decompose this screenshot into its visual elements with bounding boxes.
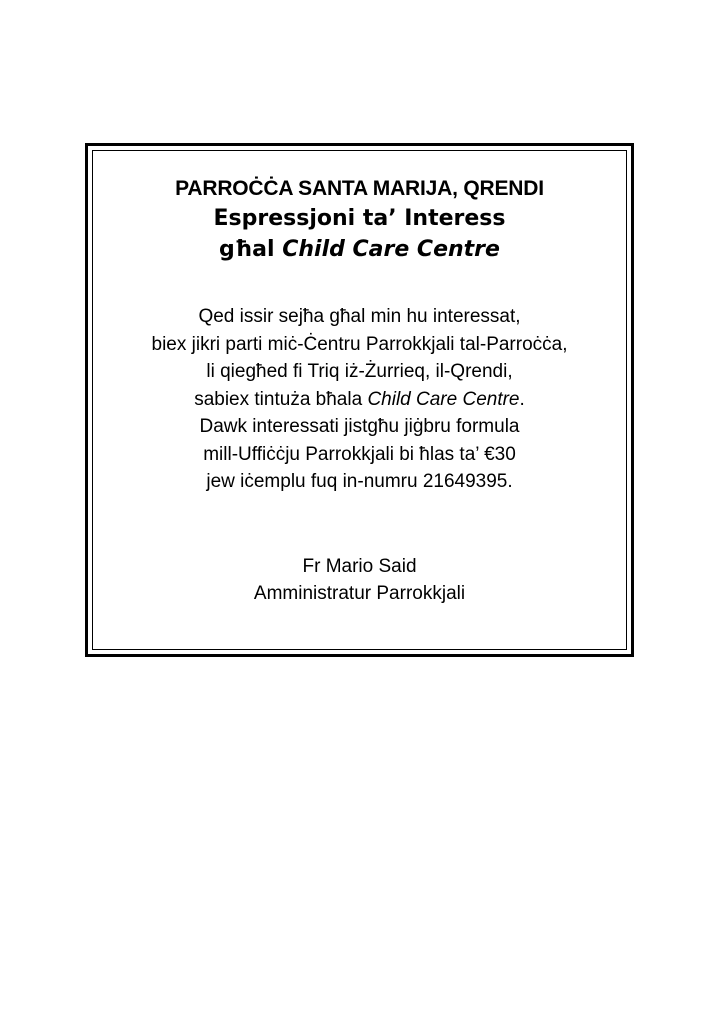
notice-title-line-1: Espressjoni ta’ Interess: [213, 206, 506, 231]
body-line-4-prefix: sabiex tintuża bħala: [194, 388, 368, 410]
body-line-3: li qiegħed fi Triq iż-Żurrieq, il-Qrendi,: [206, 361, 513, 382]
notice-content: [93, 175, 626, 608]
body-line-4: [93, 386, 626, 414]
body-line-1: Qed issir sejħa għal min hu interessat,: [198, 306, 521, 327]
notice-border: [85, 143, 634, 657]
body-line-4-italic: Child Care Centre: [367, 388, 520, 410]
title-italic: Child Care Centre: [282, 237, 500, 262]
title-prefix: għal: [219, 237, 283, 262]
notice-inner-border: [92, 150, 627, 650]
body-line-5: Dawk interessati jistgħu jiġbru formula: [199, 416, 520, 437]
notice-body: [93, 303, 626, 496]
body-line-6: mill-Uffiċċju Parrokkjali bi ħlas ta’ €30: [203, 443, 516, 465]
signatory-role: Amministratur Parrokkjali: [253, 583, 466, 604]
signature-block: [93, 553, 626, 608]
signatory-name: Fr Mario Said: [302, 555, 417, 577]
notice-title-line-2: [93, 234, 626, 265]
body-line-2: biex jikri parti miċ-Ċentru Parrokkjali tal-Parroċċa,: [151, 333, 568, 355]
body-line-7: jew iċemplu fuq in-numru 21649395.: [206, 471, 513, 492]
parish-name: PARROĊĊA SANTA MARIJA, QRENDI: [175, 177, 544, 200]
body-line-4-suffix: .: [519, 388, 525, 410]
